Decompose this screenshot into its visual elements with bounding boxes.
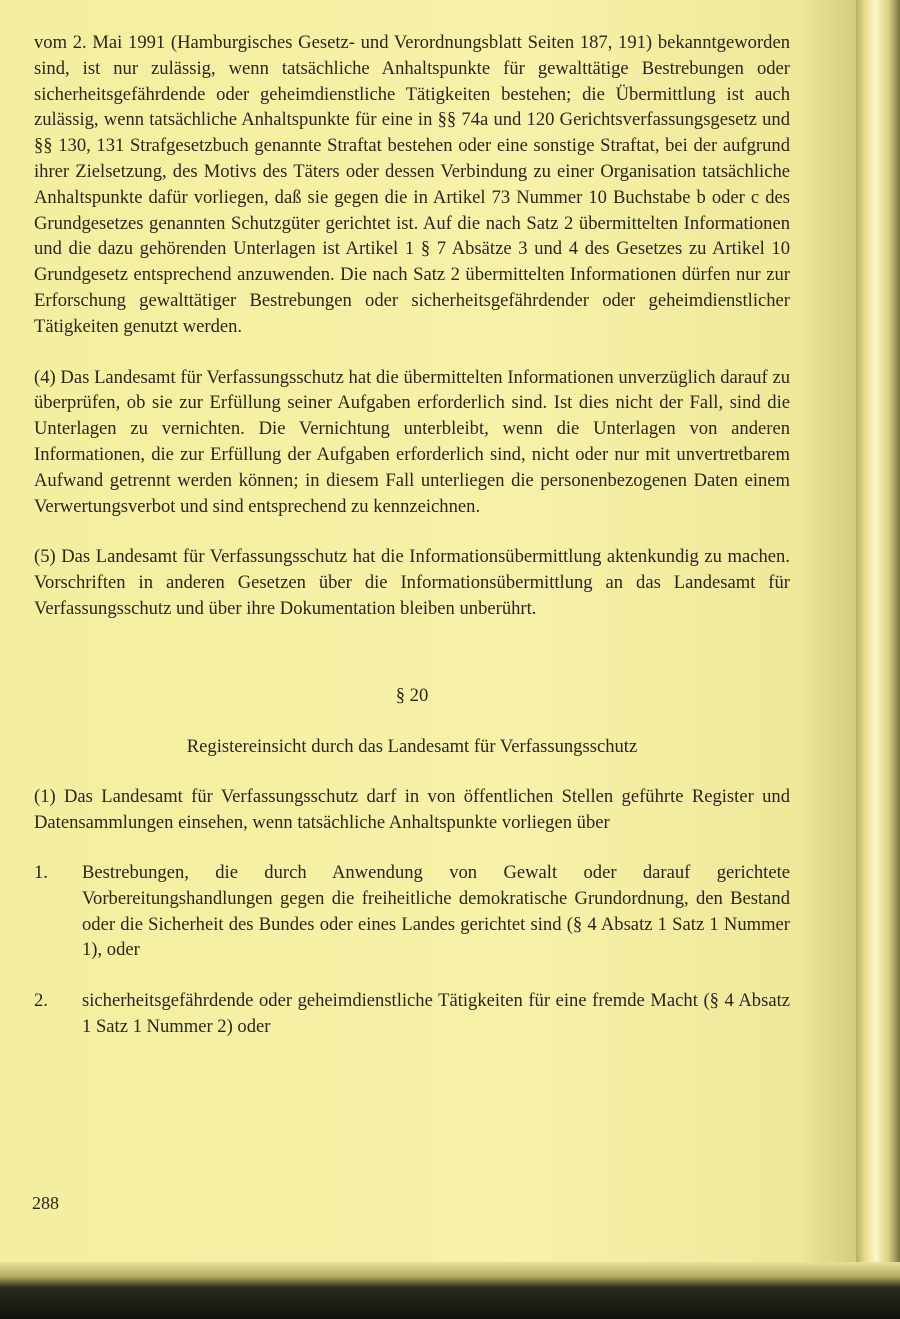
book-page-edge bbox=[856, 0, 900, 1319]
list-item-text: sicherheitsgefährdende oder geheimdienstliche Tätigkeiten für eine fremde Macht (§ 4 Absatz 1 Satz 1 Nummer 2) oder bbox=[82, 990, 790, 1037]
paragraph-3-continued: vom 2. Mai 1991 (Hamburgisches Gesetz- und Verordnungsblatt Seiten 187, 191) bekanntgeworden sind, ist nur zulässig, wenn tatsächliche Anhaltspunkte für gewalttätige Bestrebungen oder sicherheitsgefährdende oder geheimdienstliche Tätigkeiten bestehen; die Übermittlung ist auch zulässig, wenn tatsächliche Anhaltspunkte für eine in §§ 74a und 120 Gerichtsverfassungsgesetz und §§ 130, 131 Strafgesetzbuch genannte Straftat bestehen oder eine sonstige Straftat, bei der aufgrund ihrer Zielsetzung, des Motivs des Täters oder dessen Verbindung zu einer Organisation tatsächliche Anhaltspunkte dafür vorliegen, daß sie gegen die in Artikel 73 Nummer 10 Buchstabe b oder c des Grundgesetzes genannten Schutzgüter gerichtet ist. Auf die nach Satz 2 übermittelten Informationen und die dazu gehörenden Unterlagen ist Artikel 1 § 7 Absätze 3 und 4 des Gesetzes zu Artikel 10 Grundgesetz entsprechend anzuwenden. Die nach Satz 2 übermittelten Informationen dürfen nur zur Erforschung gewalttätiger Bestrebungen oder sicherheitsgefährdender oder geheimdienstlicher Tätigkeiten genutzt werden. bbox=[34, 32, 790, 337]
body-text bbox=[34, 30, 790, 1065]
section-title: Registereinsicht durch das Landesamt für Verfassungsschutz bbox=[186, 735, 638, 757]
list-item-number: 1. bbox=[34, 861, 48, 883]
paragraph-5: (5) Das Landesamt für Verfassungsschutz hat die Informationsübermittlung aktenkundig zu machen. Vorschriften in anderen Gesetzen über die Informationsübermittlung an das Landesamt für Verfassungsschutz und über ihre Dokumentation bleiben unberührt. bbox=[34, 546, 790, 619]
section-number: § 20 bbox=[395, 684, 429, 706]
section-gap bbox=[34, 647, 790, 683]
page-number: 288 bbox=[32, 1193, 59, 1213]
section-intro: (1) Das Landesamt für Verfassungsschutz darf in von öffentlichen Stellen geführte Register und Datensammlungen einsehen, wenn tatsächliche Anhaltspunkte vorliegen über bbox=[34, 786, 790, 834]
enumerated-list bbox=[34, 860, 790, 1040]
scan-bottom-shadow bbox=[0, 1262, 900, 1319]
paragraph-4: (4) Das Landesamt für Verfassungsschutz hat die übermittelten Informationen unverzüglich darauf zu überprüfen, ob sie zur Erfüllung seiner Aufgaben erforderlich sind. Ist dies nicht der Fall, sind die Unterlagen zu vernichten. Die Vernichtung unterbleibt, wenn die Unterlagen von anderen Informationen, die zur Erfüllung der Aufgaben erforderlich sind, nicht oder nur mit unvertretbarem Aufwand getrennt werden können; in diesem Fall unterliegen die personenbezogenen Daten einem Verwertungsverbot und sind entsprechend zu kennzeichnen. bbox=[34, 366, 790, 517]
list-item-text: Bestrebungen, die durch Anwendung von Gewalt oder darauf gerichtete Vorbereitungshandlungen gegen die freiheitliche demokratische Grundordnung, den Bestand oder die Sicherheit des Bundes oder eines Landes gerichtet sind (§ 4 Absatz 1 Satz 1 Nummer 1), oder bbox=[82, 861, 790, 961]
list-item bbox=[34, 860, 790, 963]
list-item bbox=[34, 988, 790, 1040]
list-item-number: 2. bbox=[34, 990, 48, 1012]
